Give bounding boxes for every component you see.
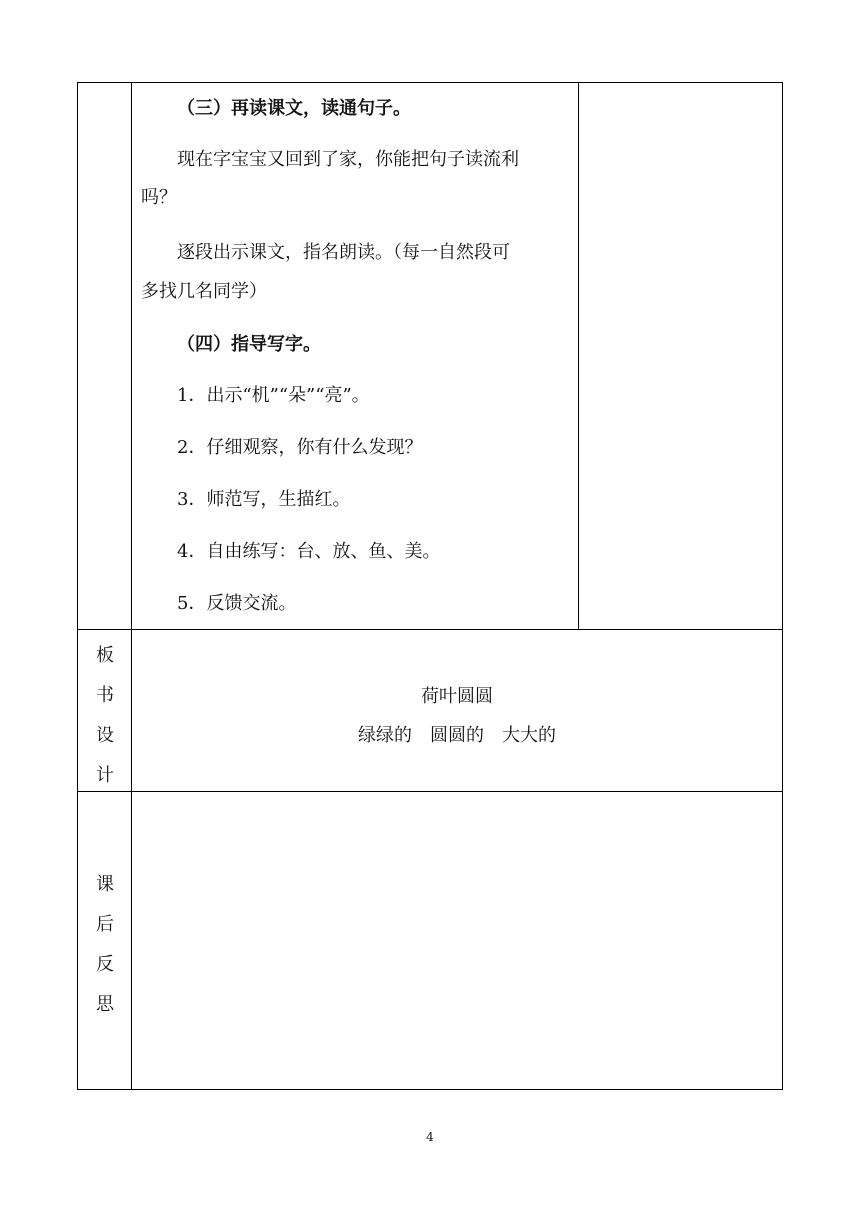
- section3-heading: （三）再读课文，读通句子。: [177, 98, 411, 119]
- label-char: 课: [96, 874, 114, 895]
- section3-paragraph2-line1: 逐段出示课文，指名朗读。（每一自然段可: [177, 242, 510, 263]
- table-border-bottom: [77, 1089, 783, 1090]
- step-item: 2．仔细观察，你有什么发现？: [177, 437, 423, 458]
- table-border-right: [782, 82, 783, 1090]
- label-char: 思: [96, 994, 114, 1015]
- reflection-content-cell: [132, 792, 782, 1089]
- reflection-label: [78, 873, 132, 1033]
- label-char: 计: [96, 765, 114, 786]
- label-char: 后: [96, 914, 114, 935]
- label-char: 设: [96, 725, 114, 746]
- step-item: 4．自由练写：台、放、鱼、美。: [177, 541, 441, 562]
- section4-heading: （四）指导写字。: [177, 334, 321, 355]
- step-item: 5．反馈交流。: [177, 593, 297, 614]
- board-design-title: 荷叶圆圆: [421, 686, 493, 707]
- section3-paragraph1-line2: 吗？: [141, 187, 177, 208]
- row-divider-board: [77, 629, 783, 630]
- board-design-label: [78, 644, 132, 804]
- label-char: 板: [96, 645, 114, 666]
- step-item: 1．出示“机”“朵”“亮”。: [177, 385, 370, 406]
- page-number: 4: [426, 1130, 434, 1144]
- label-char: 书: [96, 685, 114, 706]
- section3-paragraph1-line1: 现在字宝宝又回到了家，你能把句子读流利: [177, 149, 519, 170]
- section3-paragraph2-line2: 多找几名同学）: [141, 281, 267, 302]
- label-char: 反: [96, 954, 114, 975]
- notes-cell: [579, 83, 782, 629]
- board-design-phrases: 绿绿的 圆圆的 大大的: [358, 725, 556, 746]
- step-item: 3．师范写，生描红。: [177, 489, 351, 510]
